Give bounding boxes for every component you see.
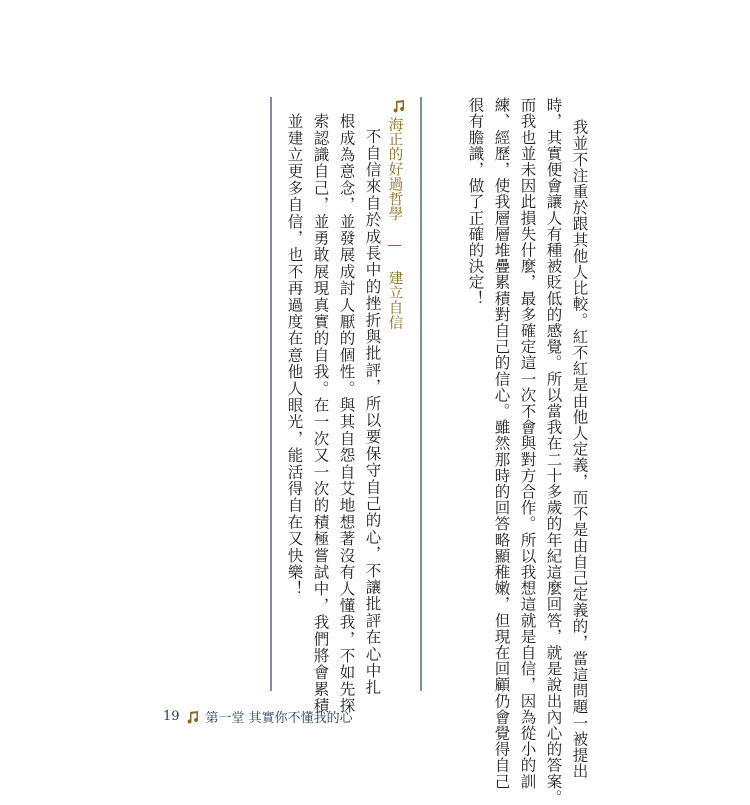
main-text-column-3: 而我也並未因此損失什麼，最多確定這一次不會與對方合作。所以我想這就是自信，因為從小的訓 [518, 97, 537, 790]
chapter-title: 第一堂 其實你不懂我的心 [205, 711, 353, 726]
page-footer [163, 707, 353, 726]
main-text-column-2: 時，其實便會讓人有種被貶低的感覺。所以當我在二十多歲的年紀這麼回答，就是說出內心的答案。 [544, 97, 563, 805]
philosophy-column-1: 不自信來自於成長中的挫折與批評，所以要保守自己的心，不讓批評在心中扎 [363, 128, 382, 696]
philosophy-heading: 海正的好過哲學 — 建立自信 [386, 117, 403, 331]
page-number: 19 [163, 709, 180, 724]
philosophy-column-2: 根成為意念，並發展成討人厭的個性。與其自怨自艾地想著沒有人懂我，不如先探 [337, 113, 356, 715]
box-left-rule [270, 97, 272, 691]
philosophy-column-4: 並建立更多自信，也不再過度在意他人眼光，能活得自在又快樂！ [285, 113, 304, 598]
box-right-rule [420, 97, 422, 691]
philosophy-column-3: 索認識自己，並勇敢展現真實的自我。在一次又一次的積極嘗試中，我們將會累積 [311, 113, 330, 715]
main-text-column-4: 練、經歷，使我層層堆疊累積對自己的信心。雖然那時的回答略顯稚嫩，但現在回顧仍會覺得自己 [492, 97, 511, 790]
main-text-column-5: 很有膽識，做了正確的決定！ [466, 97, 485, 307]
music-note-icon [392, 99, 406, 113]
main-text-column-1: 我並不注重於跟其他人比較。紅不紅是由他人定義，而不是由自己定義的，當這問題一被提出 [570, 119, 589, 780]
music-note-icon [186, 710, 200, 724]
